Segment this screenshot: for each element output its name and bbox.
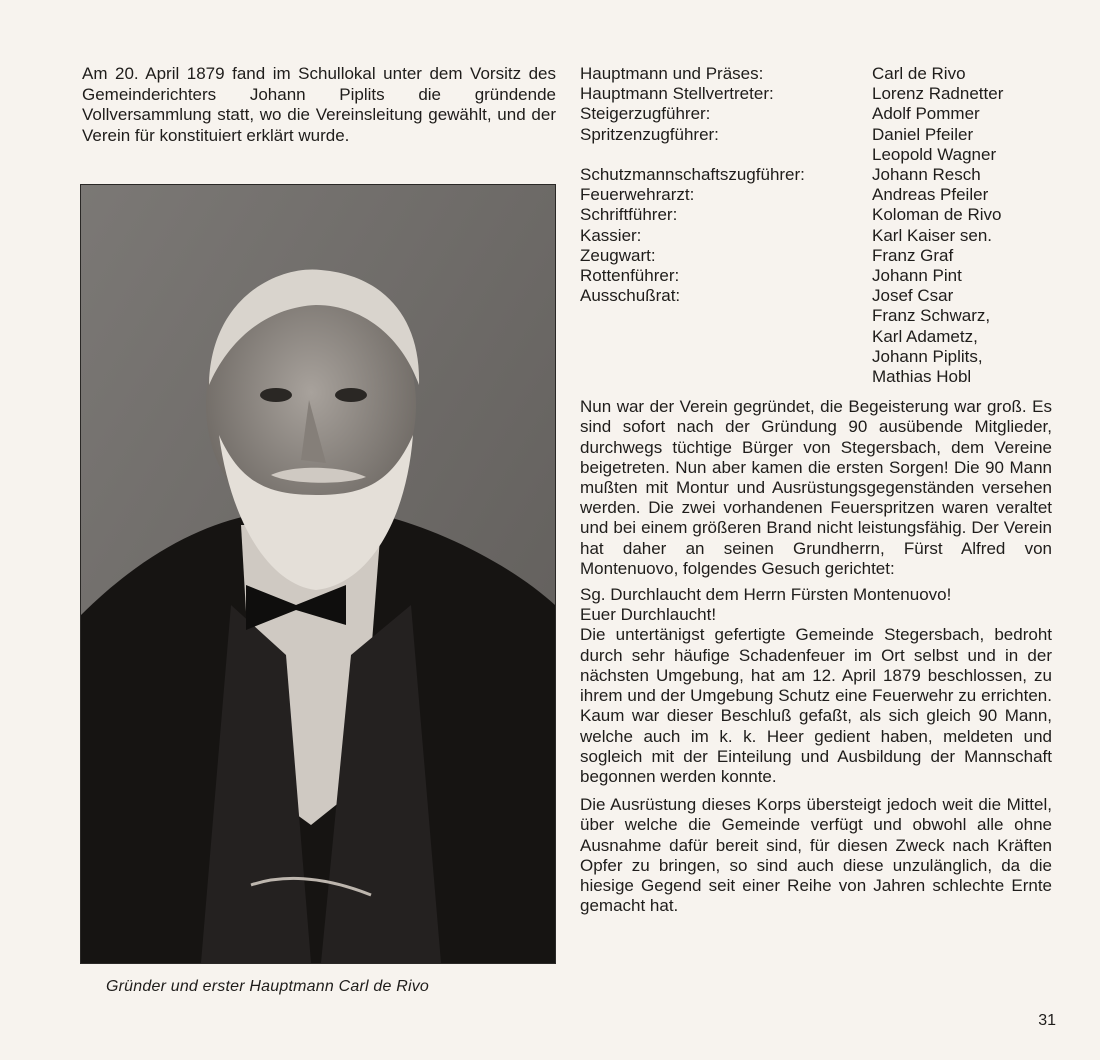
officer-name: Franz Schwarz, — [872, 306, 991, 326]
officer-row — [580, 246, 1052, 266]
officer-row — [580, 165, 1052, 185]
officer-name: Lorenz Radnetter — [872, 84, 1004, 104]
portrait-photo — [80, 184, 556, 964]
right-column — [580, 64, 1052, 916]
officer-row — [580, 226, 1052, 246]
officer-row — [580, 327, 1052, 347]
officer-role: Schriftführer: — [580, 205, 678, 225]
intro-paragraph: Am 20. April 1879 fand im Schullokal unter dem Vorsitz des Gemeinderichters Johann Piplits die gründende Vollversammlung statt, wo die Vereinsleitung gewählt, und der Verein für konstituiert erklärt wurde. — [82, 64, 556, 145]
officer-role: Rottenführer: — [580, 266, 680, 286]
officer-row — [580, 125, 1052, 145]
officer-name: Carl de Rivo — [872, 64, 966, 83]
officer-row — [580, 306, 1052, 326]
officer-name: Johann Pint — [872, 266, 962, 286]
officer-row — [580, 145, 1052, 165]
letter-salutation: Sg. Durchlaucht dem Herrn Fürsten Montenuovo! — [580, 585, 952, 605]
officer-role — [580, 347, 872, 367]
officer-list — [580, 64, 1052, 387]
officer-role: Ausschußrat: — [580, 286, 681, 306]
officer-name: Leopold Wagner — [872, 144, 997, 164]
officer-row — [580, 205, 1052, 225]
photo-caption: Gründer und erster Hauptmann Carl de Rivo — [106, 978, 430, 995]
officer-role: Steigerzugführer: — [580, 104, 711, 124]
officer-name: Karl Adametz, — [872, 326, 978, 346]
officer-name: Daniel Pfeiler — [872, 124, 974, 144]
portrait-illustration — [81, 185, 555, 963]
officer-row — [580, 286, 1052, 306]
officer-role: Zeugwart: — [580, 245, 656, 265]
officer-name: Andreas Pfeiler — [872, 185, 989, 205]
officer-row — [580, 64, 1052, 84]
officer-name: Adolf Pommer — [872, 104, 980, 124]
officer-name: Johann Piplits, — [872, 346, 983, 366]
page-number: 31 — [1038, 1012, 1056, 1029]
officer-role — [580, 306, 872, 326]
officer-role: Schutzmannschaftszugführer: — [580, 165, 805, 185]
officer-row — [580, 266, 1052, 286]
officer-role — [580, 327, 872, 347]
officer-row — [580, 185, 1052, 205]
officer-row — [580, 367, 1052, 387]
officer-row — [580, 84, 1052, 104]
left-column — [82, 64, 556, 146]
officer-role — [580, 145, 872, 165]
officer-role: Feuerwehrarzt: — [580, 185, 695, 205]
officer-role: Kassier: — [580, 225, 642, 245]
founding-paragraph: Nun war der Verein gegründet, die Begeisterung war groß. Es sind sofort nach der Gründung 90 ausübende Mitglieder, durchwegs tüchtige Bürger von Stegersbach, dem Vereine beigetreten. Nun aber kamen die ersten Sorgen! Die 90 Mann mußten mit Montur und Ausrüstungsgegenständen versehen werden. Die zwei vorhandenen Feuerspritzen waren veraltet und bei einem größeren Brand nicht leistungsfähig. Der Verein hat daher an seinen Grundherrn, Fürst Alfred von Montenuovo, folgendes Gesuch gerichtet: — [580, 397, 1052, 578]
officer-name: Koloman de Rivo — [872, 205, 1002, 225]
officer-role: Spritzenzugführer: — [580, 124, 719, 144]
officer-role — [580, 367, 872, 387]
officer-role: Hauptmann Stellvertreter: — [580, 84, 774, 104]
letter-greeting: Euer Durchlaucht! — [580, 605, 717, 625]
letter-paragraph-2: Die Ausrüstung dieses Korps übersteigt jedoch weit die Mittel, über welche die Gemeinde verfügt und obwohl alle ohne Ausnahme dafür bereit sind, für diesen Zweck nach Kräften Opfer zu bringen, so sind auch diese unzulänglich, da die hiesige Gegend seit einer Reihe von Jahren schlechte Ernte gemacht hat. — [580, 795, 1052, 916]
officer-name: Josef Csar — [872, 286, 954, 306]
officer-name: Karl Kaiser sen. — [872, 225, 992, 245]
officer-row — [580, 104, 1052, 124]
officer-role: Hauptmann und Präses: — [580, 64, 764, 83]
officer-name: Mathias Hobl — [872, 367, 972, 387]
officer-name: Johann Resch — [872, 165, 981, 185]
letter-paragraph-1: Die untertänigst gefertigte Gemeinde Stegersbach, bedroht durch sehr häufige Schadenfeuer im Ort selbst und in der nächsten Umgebung, hat am 12. April 1879 beschlossen, zu ihrem und der Umgebung Schutz eine Feuerwehr zu errichten. Kaum war dieser Beschluß gefaßt, als sich gleich 90 Mann, welche auch im k. k. Heer gedient haben, meldeten und sogleich mit der Einteilung und Ausbildung der Mannschaft begonnen werden konnte. — [580, 625, 1052, 786]
officer-row — [580, 347, 1052, 367]
officer-name: Franz Graf — [872, 245, 954, 265]
